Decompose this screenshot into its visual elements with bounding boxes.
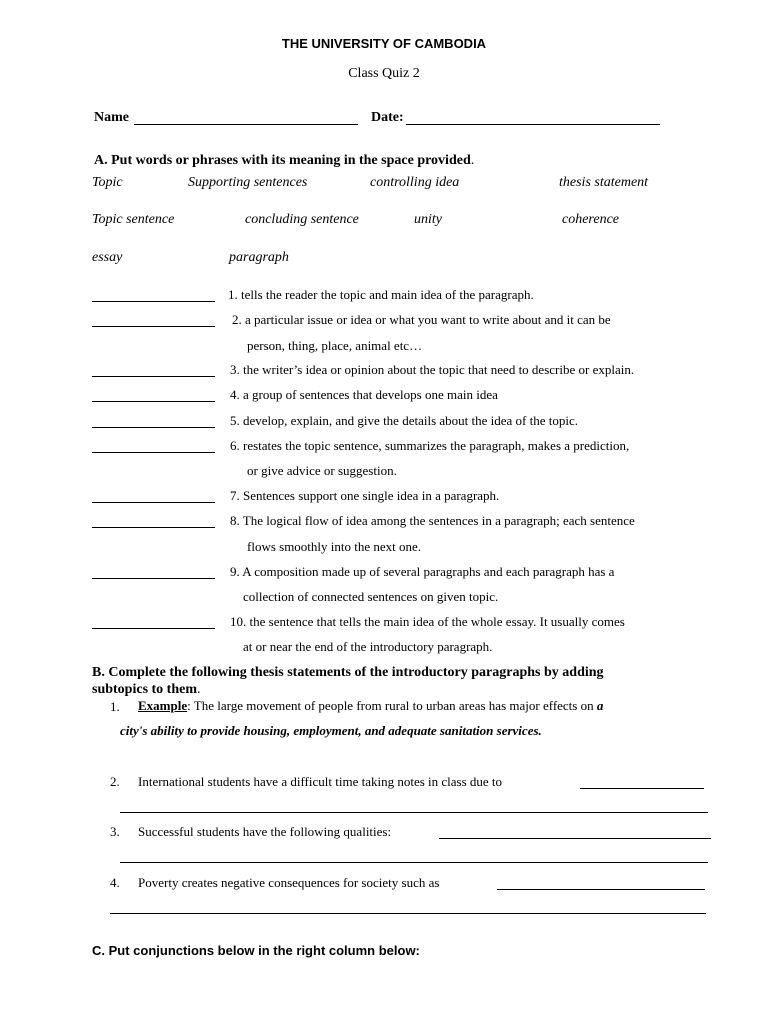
section-b-heading-period: . <box>197 682 201 697</box>
definition-line: 6. restates the topic sentence, summarizes the paragraph, makes a prediction, <box>230 438 630 453</box>
answer-blank[interactable] <box>92 301 215 302</box>
thesis-answer-line[interactable] <box>120 812 708 813</box>
example-label: Example <box>138 698 188 713</box>
example-line <box>138 698 603 714</box>
quiz-title: Class Quiz 2 <box>348 66 420 81</box>
section-b-heading-line2 <box>92 682 201 698</box>
example-emphasis: a <box>596 698 604 713</box>
answer-blank[interactable] <box>92 326 215 327</box>
definition-continuation: collection of connected sentences on given topic. <box>243 589 499 604</box>
section-a-heading-period: . <box>470 153 475 168</box>
definition-continuation: person, thing, place, animal etc… <box>247 338 423 353</box>
answer-blank[interactable] <box>92 452 215 453</box>
word-bank-item: Topic <box>92 175 123 190</box>
example-text: The large movement of people from rural to urban areas has major effects on <box>190 698 597 713</box>
definition-line: 7. Sentences support one single idea in a paragraph. <box>230 488 500 503</box>
answer-blank[interactable] <box>92 578 215 579</box>
definition-line: 1. tells the reader the topic and main idea of the paragraph. <box>228 287 534 302</box>
item-number: 2. <box>110 774 120 789</box>
word-bank-item: Supporting sentences <box>188 175 308 190</box>
definition-line: 5. develop, explain, and give the details about the idea of the topic. <box>230 413 579 428</box>
university-name: THE UNIVERSITY OF CAMBODIA <box>281 36 487 51</box>
thesis-prompt: Successful students have the following qualities: <box>138 824 392 839</box>
section-b-heading-text: subtopics to them <box>92 682 198 697</box>
word-bank-item: concluding sentence <box>245 212 359 227</box>
definition-continuation: at or near the end of the introductory paragraph. <box>243 639 493 654</box>
thesis-answer-field[interactable] <box>497 889 705 890</box>
definition-continuation: flows smoothly into the next one. <box>247 539 422 554</box>
example-colon: : <box>187 698 191 713</box>
word-bank-item: thesis statement <box>559 175 649 190</box>
example-number: 1. <box>110 699 120 714</box>
thesis-prompt: Poverty creates negative consequences for society such as <box>138 875 440 890</box>
date-field[interactable] <box>406 124 660 125</box>
thesis-answer-field[interactable] <box>439 838 711 839</box>
item-number: 4. <box>110 875 120 890</box>
thesis-answer-field[interactable] <box>580 788 704 789</box>
answer-blank[interactable] <box>92 401 215 402</box>
definition-line: 3. the writer’s idea or opinion about the topic that need to describe or explain. <box>230 362 635 377</box>
answer-blank[interactable] <box>92 376 215 377</box>
definition-line: 10. the sentence that tells the main idea of the whole essay. It usually comes <box>230 614 625 629</box>
name-label: Name <box>94 110 129 125</box>
word-bank-item: paragraph <box>229 250 289 265</box>
definition-continuation: or give advice or suggestion. <box>247 463 397 478</box>
definition-line: 2. a particular issue or idea or what you want to write about and it can be <box>232 312 611 327</box>
word-bank-item: unity <box>414 212 442 227</box>
name-field[interactable] <box>134 124 358 125</box>
thesis-answer-line[interactable] <box>120 862 708 863</box>
answer-blank[interactable] <box>92 628 215 629</box>
word-bank-item: controlling idea <box>370 175 460 190</box>
word-bank-item: coherence <box>562 212 619 227</box>
definition-line: 4. a group of sentences that develops one main idea <box>230 387 498 402</box>
section-b-heading: B. Complete the following thesis statements of the introductory paragraphs by adding <box>92 665 604 680</box>
answer-blank[interactable] <box>92 502 215 503</box>
word-bank-item: Topic sentence <box>92 212 175 227</box>
answer-blank[interactable] <box>92 427 215 428</box>
thesis-prompt: International students have a difficult time taking notes in class due to <box>138 774 503 789</box>
example-continuation: city's ability to provide housing, employment, and adequate sanitation services. <box>120 723 542 738</box>
answer-blank[interactable] <box>92 527 215 528</box>
definition-line: 8. The logical flow of idea among the sentences in a paragraph; each sentence <box>230 513 635 528</box>
item-number: 3. <box>110 824 120 839</box>
section-a-heading <box>94 153 474 169</box>
section-c-heading: C. Put conjunctions below in the right column below: <box>92 943 420 958</box>
date-label: Date: <box>371 110 404 125</box>
thesis-answer-line[interactable] <box>110 913 706 914</box>
section-a-heading-text: A. Put words or phrases with its meaning in the space provided <box>94 153 471 168</box>
definition-line: 9. A composition made up of several paragraphs and each paragraph has a <box>230 564 615 579</box>
word-bank-item: essay <box>92 250 123 265</box>
